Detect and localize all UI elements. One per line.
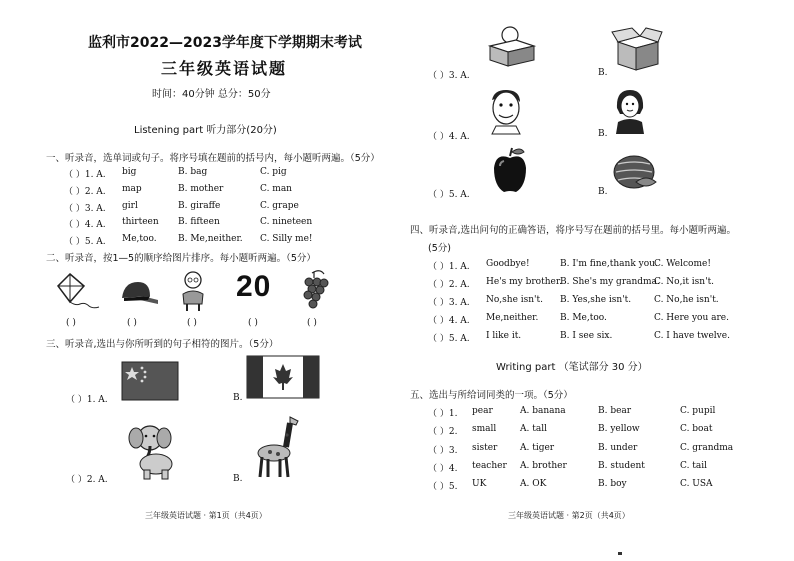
right-footer: 三年级英语试题 · 第2页（共4页） xyxy=(508,511,630,520)
woman-face-picture xyxy=(612,88,648,134)
s5-option-a: A. tall xyxy=(520,424,547,434)
s5-option-b: B. student xyxy=(598,461,645,471)
s4-option-c: C. I have twelve. xyxy=(654,331,730,341)
s5-option-c: C. tail xyxy=(680,461,708,471)
s4-option-b: B. I'm fine,thank you. xyxy=(560,259,658,269)
r-q3-label: （ ）3. A. xyxy=(428,71,470,81)
s1-row-num: （ ）3. A. xyxy=(64,204,106,214)
answer-blank[interactable]: ( ) xyxy=(307,318,317,328)
answer-blank[interactable]: ( ) xyxy=(248,318,258,328)
listening-header: Listening part 听力部分(20分) xyxy=(134,125,277,136)
s1-row-num: （ ）2. A. xyxy=(64,187,106,197)
kite-picture xyxy=(56,272,104,310)
s1-option-b: B. giraffe xyxy=(178,201,221,211)
s5-row-num: （ ）4. xyxy=(428,464,458,474)
s5-given-word: sister xyxy=(472,443,498,453)
answer-blank[interactable]: ( ) xyxy=(127,318,137,328)
s4-row-num: （ ）5. A. xyxy=(428,334,470,344)
s5-row-num: （ ）3. xyxy=(428,446,458,456)
s1-option-c: C. Silly me! xyxy=(260,234,313,244)
answer-blank[interactable]: ( ) xyxy=(187,318,197,328)
s4-row-num: （ ）2. A. xyxy=(428,280,470,290)
section-2-header: 二、听录音，按1—5的顺序给图片排序。每小题听两遍。（5分） xyxy=(46,253,316,264)
section-4-header: 四、听录音,选出问句的正确答语，将序号写在题前的括号里。每小题听两遍。 xyxy=(410,225,737,236)
s3-q2-b-label: B. xyxy=(233,474,243,484)
section-3-header: 三、听录音,选出与你所听到的句子相符的图片。（5分） xyxy=(46,339,279,350)
exam-subtitle: 三年级英语试题 xyxy=(161,59,288,78)
s4-option-b: B. She's my grandma. xyxy=(560,277,660,287)
s1-option-c: C. nineteen xyxy=(260,217,313,227)
section-1-header: 一、听录音，选单词或句子。将序号填在题前的括号内，每小题听两遍。（5分） xyxy=(46,153,380,164)
s5-option-a: A. tiger xyxy=(520,443,555,453)
s5-option-c: C. grandma xyxy=(680,443,734,453)
r-q5-label: （ ）5. A. xyxy=(428,190,470,200)
s5-row-num: （ ）1. xyxy=(428,409,458,419)
time-info: 时间：40分钟 总分：50分 xyxy=(152,89,271,100)
s1-option-c: C. man xyxy=(260,184,292,194)
s1-option-a: map xyxy=(122,184,142,194)
s1-row-num: （ ）5. A. xyxy=(64,237,106,247)
section-4-score: (5分) xyxy=(428,243,451,254)
r-q5-b-label: B. xyxy=(598,187,608,197)
s1-option-a: Me,too. xyxy=(122,234,157,244)
writing-header: Writing part （笔试部分 30 分） xyxy=(496,362,648,373)
s5-option-a: A. brother xyxy=(520,461,567,471)
s4-option-a: No,she isn't. xyxy=(486,295,544,305)
s5-option-b: B. bear xyxy=(598,406,632,416)
elephant-picture xyxy=(128,420,180,480)
section-5-header: 五、选出与所给词同类的一项。（5分） xyxy=(410,390,573,401)
s5-given-word: UK xyxy=(472,479,487,489)
s1-option-a: big xyxy=(122,167,137,177)
exam-title: 监利市2022—2023学年度下学期期末考试 xyxy=(88,35,362,51)
s4-option-b: B. Yes,she isn't. xyxy=(560,295,632,305)
grapes-picture xyxy=(300,268,330,310)
s4-option-b: B. Me,too. xyxy=(560,313,607,323)
s4-row-num: （ ）1. A. xyxy=(428,262,470,272)
s5-option-a: A. banana xyxy=(520,406,566,416)
s1-row-num: （ ）1. A. xyxy=(64,170,106,180)
s5-row-num: （ ）2. xyxy=(428,427,458,437)
s3-q2-label: （ ）2. A. xyxy=(66,475,108,485)
s3-q1-label: （ ）1. A. xyxy=(66,395,108,405)
s4-option-b: B. I see six. xyxy=(560,331,613,341)
s5-option-a: A. OK xyxy=(520,479,547,489)
r-q4-b-label: B. xyxy=(598,129,608,139)
s4-option-a: Me,neither. xyxy=(486,313,539,323)
s5-given-word: pear xyxy=(472,406,493,416)
s5-option-c: C. boat xyxy=(680,424,713,434)
s1-option-b: B. bag xyxy=(178,167,208,177)
s5-option-c: C. USA xyxy=(680,479,713,489)
number-20-picture: 20 xyxy=(236,270,272,303)
s1-option-a: girl xyxy=(122,201,138,211)
r-q3-b-label: B. xyxy=(598,68,608,78)
answer-blank[interactable]: ( ) xyxy=(66,318,76,328)
s1-option-c: C. pig xyxy=(260,167,287,177)
s1-option-c: C. grape xyxy=(260,201,299,211)
s5-option-b: B. under xyxy=(598,443,638,453)
s4-row-num: （ ）3. A. xyxy=(428,298,470,308)
s5-option-b: B. yellow xyxy=(598,424,640,434)
s5-given-word: teacher xyxy=(472,461,507,471)
s1-option-a: thirteen xyxy=(122,217,159,227)
s4-row-num: （ ）4. A. xyxy=(428,316,470,326)
s1-option-b: B. fifteen xyxy=(178,217,220,227)
s1-option-b: B. Me,neither. xyxy=(178,234,243,244)
s4-option-c: C. Here you are. xyxy=(654,313,729,323)
open-box-picture xyxy=(612,26,662,72)
giraffe-picture xyxy=(250,413,306,479)
s1-row-num: （ ）4. A. xyxy=(64,220,106,230)
r-q4-label: （ ）4. A. xyxy=(428,132,470,142)
watermelon-picture xyxy=(612,152,658,192)
s4-option-c: C. No,he isn't. xyxy=(654,295,719,305)
s5-option-b: B. boy xyxy=(598,479,627,489)
apple-picture xyxy=(490,146,530,194)
grandpa-picture xyxy=(178,270,208,312)
cap-picture xyxy=(118,278,160,308)
man-face-picture xyxy=(486,88,526,134)
s4-option-c: C. Welcome! xyxy=(654,259,711,269)
s1-option-b: B. mother xyxy=(178,184,224,194)
ball-on-box-picture xyxy=(486,26,538,68)
china-flag-picture xyxy=(122,362,178,400)
s4-option-a: I like it. xyxy=(486,331,522,341)
canada-flag-picture xyxy=(247,356,319,398)
s5-given-word: small xyxy=(472,424,497,434)
scan-speck xyxy=(618,552,622,555)
s3-q1-b-label: B. xyxy=(233,393,243,403)
s4-option-a: Goodbye! xyxy=(486,259,530,269)
left-footer: 三年级英语试题 · 第1页（共4页） xyxy=(145,511,267,520)
s5-row-num: （ ）5. xyxy=(428,482,458,492)
s5-option-c: C. pupil xyxy=(680,406,716,416)
s4-option-a: He's my brother. xyxy=(486,277,563,287)
s4-option-c: C. No,it isn't. xyxy=(654,277,715,287)
